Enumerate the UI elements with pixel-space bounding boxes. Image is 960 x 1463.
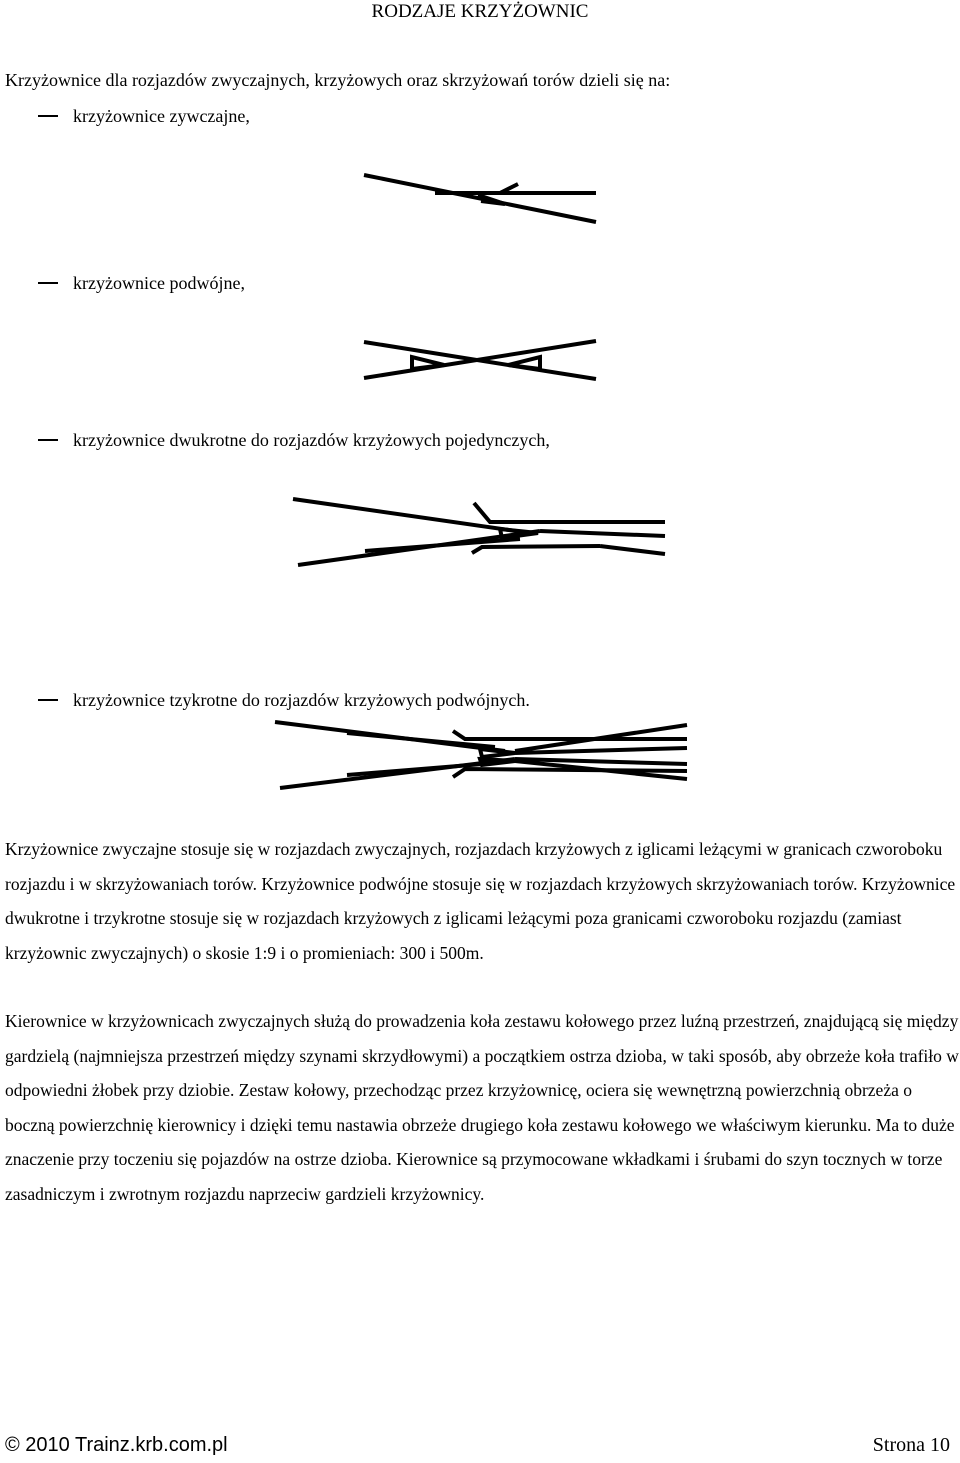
frog-point [480, 749, 515, 757]
frog-point [478, 195, 505, 204]
page-number: Strona 10 [872, 1434, 950, 1456]
rail-line [472, 546, 600, 553]
rail-line [600, 546, 665, 554]
rail-line [364, 175, 596, 222]
copyright-text: © 2010 Trainz.krb.com.pl [5, 1434, 228, 1456]
two-point-frog-diagram [290, 493, 670, 573]
list-item-double-frog [38, 271, 245, 295]
rail-line [474, 503, 665, 522]
page-title: RODZAJE KRZYŻOWNIC [371, 1, 589, 22]
dash-bullet-icon [38, 282, 58, 284]
frog-point [412, 357, 444, 369]
dash-bullet-icon [38, 699, 58, 701]
frog-point [508, 357, 540, 369]
list-item-two-point-frog [38, 428, 550, 452]
paragraph-guard-rails: Kierownice w krzyżownicach zwyczajnych służą do prowadzenia koła zestawu kołowego przez luźną przestrzeń, znajdującą się między gardzielą (najmniejsza przestrzeń między szynami skrzydłowymi) a początkiem ostrza dzioba, w taki sposób, aby obrzeże koła trafiło w odpowiedni żłobek przy dziobie. Zestaw kołowy, przechodząc przez krzyżownicę, ociera się wewnętrzną powierzchnią obrzeża o boczną powierzchnię kierownicy i dzięki temu nastawia obrzeże drugiego koła zestawu kołowego we właściwym kierunku. Ma to duże znaczenie przy toczeniu się pojazdów na ostrze dzioba. Kierownice są przymocowane wkładkami i śrubami do szyn tocznych w torze zasadniczym i zwrotnym rozjazdu naprzeciw gardzieli krzyżownicy. [5, 1011, 959, 1204]
three-point-frog-diagram [275, 715, 695, 795]
intro-text: Krzyżownice dla rozjazdów zwyczajnych, krzyżowych oraz skrzyżowań torów dzieli się na: [5, 70, 671, 90]
rail-line [293, 499, 530, 533]
list-item-common-frog [38, 104, 250, 128]
list-item-label: krzyżownice zywczajne, [73, 106, 250, 126]
dash-bullet-icon [38, 439, 58, 441]
list-item-three-point-frog [38, 688, 530, 712]
rail-line [540, 531, 665, 536]
page-footer [0, 1434, 960, 1462]
paragraph-frog-usage: Krzyżownice zwyczajne stosuje się w rozjazdach zwyczajnych, rozjazdach krzyżowych z iglicami leżącymi w granicach czworoboku rozjazdu i w skrzyżowaniach torów. Krzyżownice podwójne stosuje się w rozjazdach krzyżowych skrzyżowaniach torów. Krzyżownice dwukrotne i trzykrotne stosuje się w rozjazdach krzyżowych z iglicami leżącymi poza granicami czworoboku rozjazdu (zamiast krzyżownic zwyczajnych) o skosie 1:9 i o promieniach: 300 i 500m. [5, 839, 956, 963]
common-frog-diagram [360, 170, 600, 225]
list-item-label: krzyżownice dwukrotne do rozjazdów krzyżowych pojedynczych, [73, 430, 550, 450]
list-item-label: krzyżownice podwójne, [73, 273, 245, 293]
double-frog-diagram [360, 335, 600, 385]
list-item-label: krzyżownice tzykrotne do rozjazdów krzyżowych podwójnych. [73, 690, 530, 710]
dash-bullet-icon [38, 115, 58, 117]
